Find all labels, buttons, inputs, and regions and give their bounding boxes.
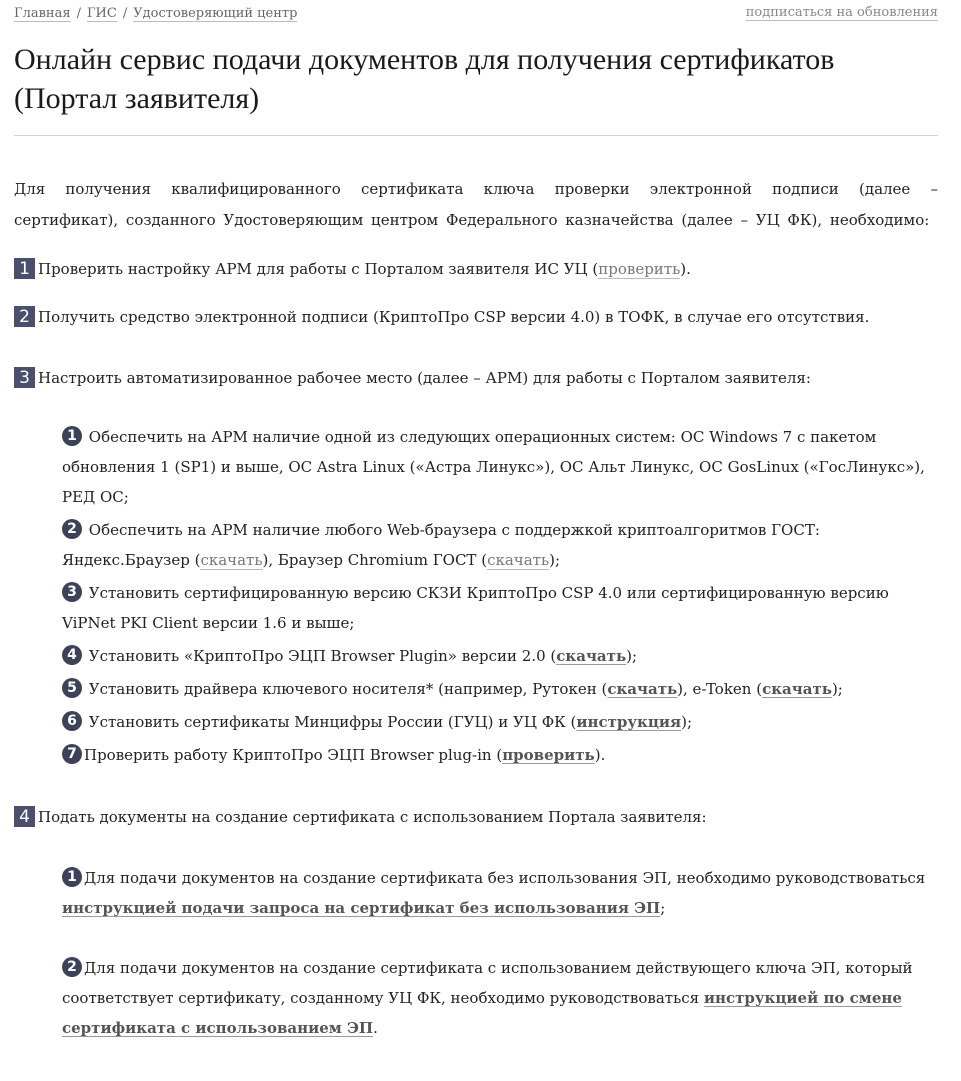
subitem-number-badge: 3 [62,582,82,602]
subitem-certificates: 6 Установить сертификаты Минцифры России (ГУЦ) и УЦ ФК (инструкция); [62,707,938,737]
step-text: Проверить настройку АРМ для работы с Порталом заявителя ИС УЦ (проверить). [38,260,691,278]
subitem-with-ep: 2 Для подачи документов на создание сертификата с использованием действующего ключа ЭП, который соответствует сертификату, созданному УЦ ФК, необходимо руководствоваться инструкцией по смене сертификата с использованием ЭП. [62,959,913,1037]
check-plugin-link[interactable]: проверить [502,746,595,764]
step-number-badge: 3 [14,367,35,388]
subitem-number-badge: 1 [62,426,82,446]
download-yandex-browser-link[interactable]: скачать [200,551,263,569]
subitem-os: 1 Обеспечить на АРМ наличие одной из следующих операционных систем: ОС Windows 7 с пакетом обновления 1 (SP1) и выше, ОС Astra Linux («Астра Линукс»), ОС Альт Линукс, ОС GosLinux («ГосЛинукс»), РЕД ОС; [62,428,925,506]
subitem-plugin: 4 Установить «КриптоПро ЭЦП Browser Plugin» версии 2.0 (скачать); [62,641,938,671]
intro-paragraph: Для получения квалифицированного сертификата ключа проверки электронной подписи (далее – сертификат), созданного Удостоверяющим центром Федерального казначейства (далее – УЦ ФК), необходимо: [14,180,938,229]
subscribe-link[interactable]: подписаться на обновления [745,5,938,20]
subitem-drivers: 5 Установить драйвера ключевого носителя* (например, Рутокен (скачать), e-Token (скачать); [62,674,938,704]
subitem-without-ep: 1 Для подачи документов на создание сертификата без использования ЭП, необходимо руководствоваться инструкцией подачи запроса на сертификат без использования ЭП; [62,869,926,917]
step-3-subitems [62,422,938,770]
step-text: Подать документы на создание сертификата с использованием Портала заявителя: [38,808,707,826]
step-3 [14,367,938,388]
subitem-number-badge: 4 [62,645,82,665]
download-plugin-link[interactable]: скачать [556,647,627,665]
subitem-skzi: 3 Установить сертифицированную версию СКЗИ КриптоПро CSP 4.0 или сертифицированную версию ViPNet PKI Client версии 1.6 и выше; [62,584,889,632]
breadcrumb-uc[interactable]: Удостоверяющий центр [133,5,298,21]
subitem-check-plugin: 7 Проверить работу КриптоПро ЭЦП Browser plug-in (проверить). [62,740,938,770]
download-etoken-link[interactable]: скачать [762,680,832,698]
title-divider [14,135,938,136]
instruction-link[interactable]: инструкция [576,713,682,731]
subitem-number-badge: 2 [62,957,82,977]
breadcrumb [14,6,297,21]
step-4 [14,806,938,827]
step-number-badge: 1 [14,258,35,279]
breadcrumb-separator: / [122,5,128,21]
breadcrumb-separator: / [76,5,81,21]
download-rutoken-link[interactable]: скачать [607,680,678,698]
breadcrumb-gis[interactable]: ГИС [86,5,117,21]
subitem-number-badge: 5 [62,678,82,698]
subitem-number-badge: 6 [62,711,82,731]
page-title: Онлайн сервис подачи документов для получения сертификатов (Портал заявителя) [14,43,835,115]
top-bar [14,0,938,26]
step-number-badge: 4 [14,806,35,827]
subitem-number-badge: 2 [62,519,82,539]
step-text: Получить средство электронной подписи (КриптоПро CSP версии 4.0) в ТОФК, в случае его отсутствия. [38,308,870,326]
breadcrumb-home[interactable]: Главная [14,5,71,21]
step-number-badge: 2 [14,306,35,327]
step-4-subitems [62,863,938,1043]
subitem-number-badge: 1 [62,867,82,887]
step-1 [14,258,938,279]
step-text: Настроить автоматизированное рабочее место (далее – АРМ) для работы с Порталом заявителя: [38,369,811,387]
instruction-without-ep-link[interactable]: инструкцией подачи запроса на сертификат без использования ЭП [62,899,661,917]
instruction-with-ep-link[interactable]: инструкцией по смене сертификата с использованием ЭП [62,989,902,1037]
download-chromium-gost-link[interactable]: скачать [487,551,550,569]
subitem-number-badge: 7 [62,744,82,764]
step-2 [14,306,938,327]
subitem-browser: 2 Обеспечить на АРМ наличие любого Web-браузера с поддержкой криптоалгоритмов ГОСТ: Яндекс.Браузер (скачать), Браузер Chromium ГОСТ (скачать); [62,521,820,569]
check-arm-link[interactable]: проверить [598,260,681,278]
